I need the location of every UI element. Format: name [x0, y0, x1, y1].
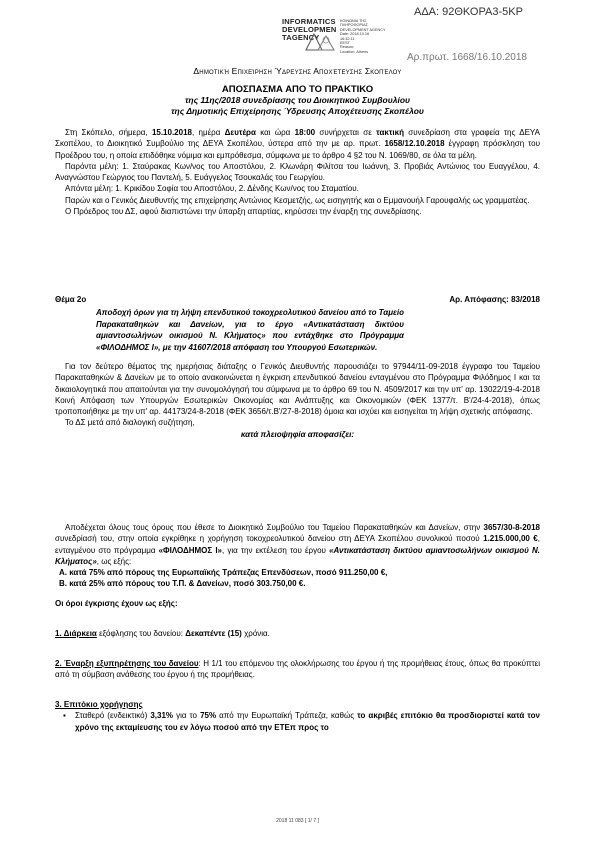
bullet-icon: ▪	[63, 711, 66, 721]
terms-heading: Οι όροι έγκρισης έχουν ως εξής:	[55, 599, 178, 608]
term-1-label: 1. Διάρκεια	[55, 629, 97, 638]
title-line-3: της Δημοτικής Επιχείρησης Ύδρευσης Αποχέτευσης Σκοπέλου	[171, 106, 424, 116]
funding-item-a: Α. κατά 75% από πόρους της Ευρωπαϊκής Τράπεζας Επενδύσεων, ποσό 911.250,00 €,	[59, 568, 388, 578]
term-2-label: 2. Έναρξη εξυπηρέτησης του δανείου	[55, 659, 199, 668]
discussion-paragraph: Για τον δεύτερο θέματος της ημερήσιας διάταξης ο Γενικός Διευθυντής παρουσιάζει το 97944/11-09-2018 έγγραφο του Ταμείου Παρακαταθηκών & Δανείων με το οποίο ανακοινώνεται η έγκριση επενδυτικού δανείου ενταγμένου στο Πρόγραμμα Φιλόδημος Ι και τα δικαιολογητικά που απαιτούνται για την συνομολόγησή του σύμφωνα με το άρθρο 69 του Ν. 4509/2017 και την υπ' αρ. 13022/19-4-2018 Κοινή Απόφαση των Υπουργών Εσωτερικών Οικονομίας και Ανάπτυξης και Οικονομικών (ΦΕΚ 1377/τ. Β'/24-4-2018), όπως τροποποιήθηκε με την υπ' αρ. 44173/24-8-2018 (ΦΕΚ 3656/τ.Β'/27-8-2018) όμοια και ισχύει και εισηγείται τη λήψη σχετικής απόφασης.	[55, 362, 540, 417]
majority-decision-label: κατά πλειοψηφία αποφασίζει:	[240, 429, 355, 439]
terms-heading-block	[55, 598, 540, 609]
organization-name: Δημοτική Επιχείρηση Ύδρευσης Αποχέτευσης Σκοπέλου	[193, 66, 402, 76]
board-discussion: Το ΔΣ μετά από διαλογική συζήτηση,	[65, 418, 195, 428]
term-3	[55, 699, 540, 733]
title-line-2: της 11ης/2018 συνεδρίασης του Διοικητικού Συμβουλίου	[184, 95, 411, 105]
page-footer: 2018 11 083 [ 1/ 7 ]	[276, 818, 319, 824]
document-title	[0, 84, 595, 117]
logo-emblem-icon	[304, 30, 338, 52]
decision-number: Αρ. Απόφασης: 83/2018	[449, 295, 540, 304]
logo-wordmark: INFORMATICS DEVELOPMEN TAGENCY	[282, 17, 337, 42]
present-members: Παρόντα μέλη: 1. Σταύρακας Κων/νος του Αποστόλου, 2. Κλωνάρη Φιλίτσα του Ιωάννη, 3. Προβιάς Αντώνιος του Ευαγγέλου, 4. Αναγνώστου Γεώργιος του Παντελή, 5. Ευάγγελος Τσουκαλάς του Γεωργίου.	[55, 161, 540, 183]
term-3-label: 3. Επιτόκιο χορήγησης	[55, 700, 143, 709]
informatics-development-agency-logo	[282, 18, 422, 58]
ada-code: ΑΔΑ: 92ΘΚΟΡΑ3-5ΚΡ	[414, 6, 523, 18]
decision-paragraph: Αποδέχεται όλους τους όρους που έθεσε το Διοικητικό Συμβούλιο του Ταμείου Παρακαταθηκών και Δανείων, στην 3657/30-8-2018 συνεδρίασή του, στην οποία εγκρίθηκε η χορήγηση τοκοχρεολυτικού δανείου στη ΔΕΥΑ Σκοπέλου συνολικού ποσού 1.215.000,00 €, ενταγμένου στο πρόγραμμα «ΦΙΛΟΔΗΜΟΣ Ι», για την εκτέλεση του έργου «Αντικατάσταση δικτύου αμιαντοσωλήνων οικισμού Ν. Κλήματος», ως εξής:	[55, 523, 540, 566]
funding-item-b: Β. κατά 25% από πόρους του Τ.Π. & Δανείων, ποσό 303.750,00 €.	[59, 579, 306, 589]
term-2: 2. Έναρξη εξυπηρέτησης του δανείου: Η 1/1 του επόμενου της ολοκλήρωσης του έργου ή της προμήθειας έτους, όπως θα προκύπτει από τη σύμβαση ανάθεσης του έργου ή της προμήθειας.	[55, 659, 541, 680]
absent-members: Απόντα μέλη: 1. Κρικίδου Σοφία του Αποστόλου, 2. Δένδης Κων/νος του Σταματίου.	[65, 184, 359, 194]
attendees: Παρών και ο Γενικός Διευθυντής της επιχείρησης Αντώνιος Κεσμετζής, ως εισηγητής και ο Εμμανουήλ Γαρουφαλής ως γραμματέας.	[65, 195, 530, 205]
quorum-statement: Ο Πρόεδρος του ΔΣ, αφού διαπιστώνει την ύπαρξη απαρτίας, κηρύσσει την έναρξη της συνεδρίασης.	[65, 207, 422, 217]
term-1: 1. Διάρκεια εξόφλησης του δανείου: Δεκαπέντε (15) χρόνια.	[55, 629, 270, 638]
decision-section	[55, 522, 540, 590]
intro-section	[55, 127, 540, 217]
protocol-number: Αρ.πρωτ. 1668/16.10.2018	[407, 52, 527, 63]
title-line-1: ΑΠΟΣΠΑΣΜΑ ΑΠΟ ΤΟ ΠΡΑΚΤΙΚΟ	[221, 84, 374, 95]
term-3-bullet: ▪ Σταθερό (ενδεικτικό) 3,31% για το 75% από την Ευρωπαϊκή Τράπεζα, καθώς το ακριβές επιτόκιο θα προσδιοριστεί κατά τον χρόνο της εκταμίευσης του εν λόγω ποσού από την ΕΤΕπ προς το	[63, 711, 540, 732]
signature-details: ΚΟΙΝΩΝΙΑ ΤΗΣ ΠΛΗΡΟΦΟΡΙΑΣ DEVELOPMENT AGENCY Date: 2018.10.16 16:32:11 EEST Reason: Location: Athens	[340, 19, 386, 54]
theme-title: Αποδοχή όρων για τη λήψη επενδυτικού τοκοχρεολυτικού δανείου από το Ταμείο Παρακαταθηκών και Δανείων, για το έργο «Αντικατάσταση δικτύου αμιαντοσωλήνων οικισμού Ν. Κλήματος» που εντάχθηκε στο Πρόγραμμα «ΦΙΛΟΔΗΜΟΣ Ι», με την 41607/2018 απόφαση του Υπουργού Εσωτερικών.	[96, 308, 404, 352]
theme-label: Θέμα 2ο	[55, 295, 87, 304]
meeting-paragraph: Στη Σκόπελο, σήμερα, 15.10.2018, ημέρα Δευτέρα και ώρα 18:00 συνήρχεται σε τακτική συνεδρίαση στα γραφεία της ΔΕΥΑ Σκοπέλου, το Διοικητικό Συμβούλιο της ΔΕΥΑ Σκοπέλου, ύστερα από την με αρ. πρωτ. 1658/12.10.2018 έγγραφη πρόσκληση του Προέδρου του, η οποία επιδόθηκε νόμιμα και εμπρόθεσμα, σύμφωνα με το άρθρο 4 §2 του Ν. 1069/80, σε όλα τα μέλη.	[55, 128, 541, 160]
discussion-section	[55, 361, 540, 440]
